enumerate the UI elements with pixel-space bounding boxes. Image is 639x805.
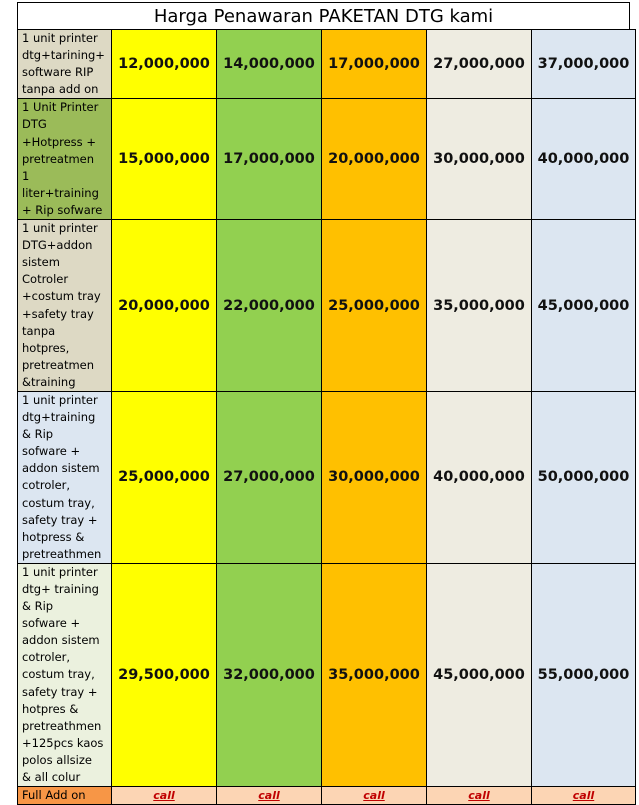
price-cell: 45,000,000 [532, 220, 636, 392]
table-row [18, 30, 636, 99]
price-cell: 17,000,000 [217, 99, 322, 220]
price-cell: 27,000,000 [217, 391, 322, 563]
footer-row [18, 787, 636, 805]
price-cell: 40,000,000 [532, 99, 636, 220]
price-cell: 20,000,000 [112, 220, 217, 392]
price-cell: 27,000,000 [427, 30, 532, 99]
price-cell: 15,000,000 [112, 99, 217, 220]
price-cell: 40,000,000 [427, 391, 532, 563]
price-cell: 30,000,000 [427, 99, 532, 220]
price-cell: 32,000,000 [217, 563, 322, 786]
call-link[interactable]: call [532, 787, 636, 805]
table-row [18, 391, 636, 563]
table-row [18, 220, 636, 392]
table-row [18, 99, 636, 220]
call-link[interactable]: call [427, 787, 532, 805]
call-link[interactable]: call [112, 787, 217, 805]
price-cell: 25,000,000 [112, 391, 217, 563]
price-table [17, 29, 636, 805]
price-cell: 29,500,000 [112, 563, 217, 786]
price-cell: 20,000,000 [322, 99, 427, 220]
call-link[interactable]: call [322, 787, 427, 805]
price-cell: 50,000,000 [532, 391, 636, 563]
package-description: 1 Unit Printer DTG +Hotpress + pretreatmen 1 liter+training + Rip sofware [18, 99, 112, 220]
price-cell: 35,000,000 [322, 563, 427, 786]
table-row [18, 563, 636, 786]
package-description: 1 unit printer DTG+addon sistem Cotroler +costum tray +safety tray tanpa hotpres, pretreatmen &training [18, 220, 112, 392]
price-cell: 12,000,000 [112, 30, 217, 99]
price-cell: 37,000,000 [532, 30, 636, 99]
package-description: 1 unit printer dtg+training & Rip sofware + addon sistem cotroler, costum tray, safety tray + hotpress & pretreathmen [18, 391, 112, 563]
price-cell: 45,000,000 [427, 563, 532, 786]
price-cell: 22,000,000 [217, 220, 322, 392]
price-cell: 35,000,000 [427, 220, 532, 392]
price-cell: 25,000,000 [322, 220, 427, 392]
price-cell: 55,000,000 [532, 563, 636, 786]
price-cell: 17,000,000 [322, 30, 427, 99]
package-description: 1 unit printer dtg+ training & Rip sofware + addon sistem cotroler, costum tray, safety tray + hotpres & pretreathmen +125pcs kaos polos allsize & all colur [18, 563, 112, 786]
page-title: Harga Penawaran PAKETAN DTG kami [17, 2, 630, 30]
price-cell: 30,000,000 [322, 391, 427, 563]
price-cell: 14,000,000 [217, 30, 322, 99]
call-link[interactable]: call [217, 787, 322, 805]
package-description: 1 unit printer dtg+tarining+ software RIP tanpa add on [18, 30, 112, 99]
full-addon-label: Full Add on [18, 787, 112, 805]
